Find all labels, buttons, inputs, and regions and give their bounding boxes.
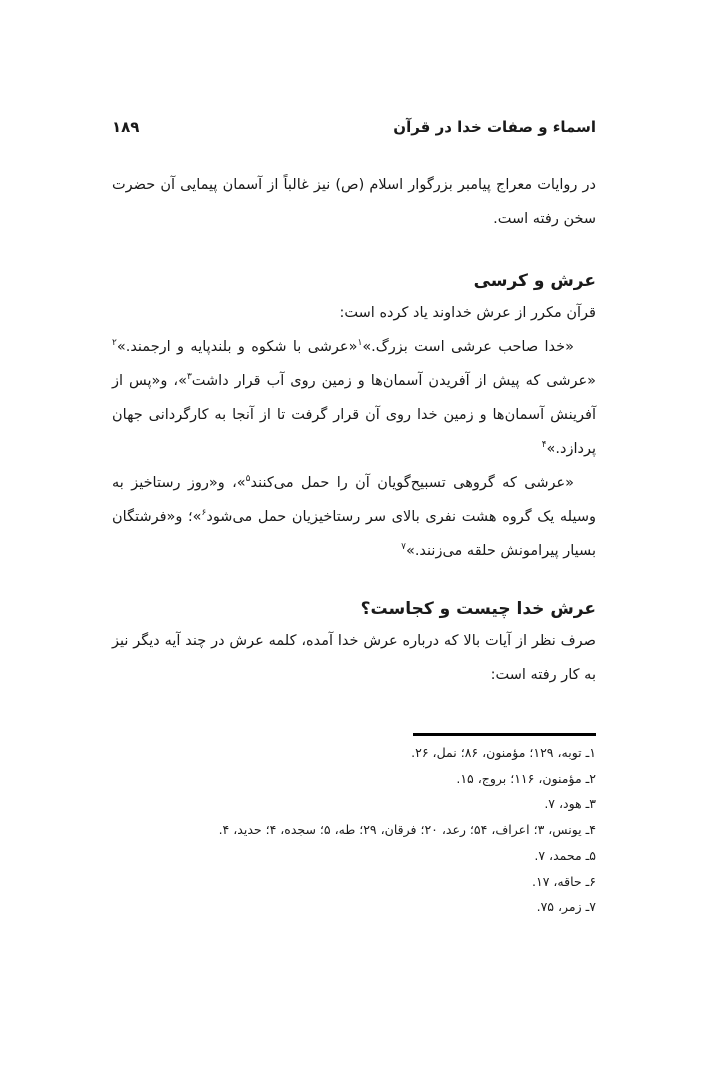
running-title: اسماء و صفات خدا در قرآن xyxy=(393,118,596,136)
footnote-5: ۵ـ محمد، ۷. xyxy=(534,847,596,863)
section1-paragraph-1: قرآن مکرر از عرش خداوند یاد کرده است: xyxy=(339,305,596,321)
quote-text: «عرشی که پیش از آفریدن آسمان‌ها و زمین روی آب قرار داشت xyxy=(191,373,596,389)
section-heading-arsh-kursi: عرش و کرسی xyxy=(473,271,596,291)
footnotes-list xyxy=(112,740,596,920)
quote-text: »، و«پس از آفرینش آسمان‌ها و زمین خدا روی آن قرار گرفت تا از آنجا به کارگردانی جهان پردازد.» xyxy=(112,373,596,457)
footnote-ref-1: ۱ xyxy=(357,338,363,349)
running-header xyxy=(112,118,596,136)
footnote-6: ۶ـ حاقه، ۱۷. xyxy=(532,873,596,889)
quote-text: «عرشی که گروهی تسبیح‌گویان آن را حمل می‌کنند xyxy=(250,475,574,491)
page-number: ۱۸۹ xyxy=(112,118,140,136)
section1-paragraph-3 xyxy=(112,466,596,568)
section-heading-arsh-chist: عرش خدا چیست و کجاست؟ xyxy=(360,599,596,619)
footnote-2: ۲ـ مؤمنون، ۱۱۶؛ بروج، ۱۵. xyxy=(456,770,596,786)
page-body xyxy=(112,168,596,692)
quote-text: «خدا صاحب عرشی است بزرگ.» xyxy=(362,339,574,355)
footnote-4: ۴ـ یونس، ۳؛ اعراف، ۵۴؛ رعد، ۲۰؛ فرقان، ۲۹؛ طه، ۵؛ سجده، ۴؛ حدید، ۴. xyxy=(218,822,596,838)
intro-paragraph: در روایات معراج پیامبر بزرگوار اسلام (ص) نیز غالباً از آسمان پیمایی آن حضرت سخن رفته است. xyxy=(112,177,596,227)
quote-text: »؛ و«فرشتگان بسیار پیرامونش حلقه می‌زنند.» xyxy=(112,509,596,559)
section1-paragraph-2 xyxy=(112,330,596,466)
section2-paragraph-1: صرف نظر از آیات بالا که درباره عرش خدا آمده، کلمه عرش در چند آیه دیگر نیز به کار رفته است: xyxy=(112,633,596,683)
footnote-ref-4: ۴ xyxy=(541,440,547,451)
quote-text: »، و«روز رستاخیز به وسیله یک گروه هشت نفری بالای سر رستاخیزیان حمل می‌شود xyxy=(112,475,596,525)
footnote-ref-2: ۲ xyxy=(112,338,117,349)
footnote-ref-6: ۶ xyxy=(201,508,207,519)
footnote-ref-7: ۷ xyxy=(401,542,406,553)
footnote-ref-5: ۵ xyxy=(245,474,251,485)
footnote-divider xyxy=(413,733,596,736)
footnote-7: ۷ـ زمر، ۷۵. xyxy=(536,899,596,915)
footnote-1: ۱ـ توبه، ۱۲۹؛ مؤمنون، ۸۶؛ نمل، ۲۶. xyxy=(411,745,596,760)
footnote-3: ۳ـ هود، ۷. xyxy=(544,796,596,812)
quote-text: «عرشی با شکوه و بلندپایه و ارجمند.» xyxy=(116,339,358,355)
footnote-ref-3: ۳ xyxy=(186,372,192,383)
